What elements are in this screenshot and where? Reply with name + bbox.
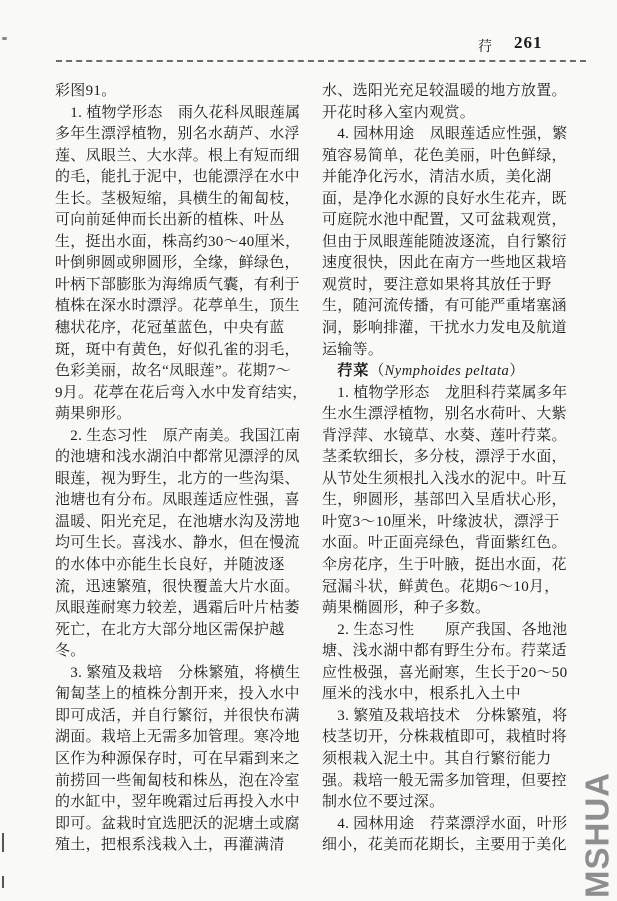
text-segment: 流，迅速繁殖，很快覆盖大片水面。 [55,578,300,595]
text-segment: 蒴果卵形。 [55,406,132,423]
text-segment: 可庭院水池中配置，又可盆栽观赏， [322,212,567,229]
text-line [322,490,584,512]
text-segment [322,363,337,379]
text-segment: 叶倒卵圆或卵圆形，全缘，鲜绿色， [55,255,300,272]
text-line [55,296,313,318]
text-line [55,232,313,254]
text-segment: 湖面。栽培上无需多加管理。寒冷地 [55,729,300,746]
text-segment: 殖容易简单，花色美丽，叶色鲜绿， [322,147,567,164]
text-segment: 冠漏斗状，鲜黄色。花期6～10月， [322,578,560,595]
text-segment: 的水体中亦能生长良好，并随波逐 [55,557,285,574]
text-segment: 洞，影响排灌，干扰水力发电及航道 [322,320,567,337]
text-segment: 莲、凤眼兰、大水萍。根上有短而细 [55,147,300,164]
text-line [55,404,313,426]
text-segment: 4. 园林用途 荇菜漂浮水面，叶形 [322,815,568,832]
text-segment: 叶宽3～10厘米，叶缘波状，漂浮于 [322,513,560,530]
text-segment: 应性极强，喜光耐寒，生长于20～50 [322,664,568,681]
text-line [55,620,313,642]
text-segment: 叶柄下部膨胀为海绵质气囊，有利于 [55,276,300,293]
text-segment: 温暖、阳光充足，在池塘水沟及涝地 [55,513,300,530]
text-line [55,189,313,211]
text-line [322,275,584,297]
text-segment: 可向前延伸而长出新的植株、叶丛 [55,212,285,229]
text-segment: 斑，斑中有黄色，好似孔雀的羽毛， [55,341,300,358]
text-line [322,318,584,340]
text-line [55,598,313,620]
text-segment: 2. 生态习性 原产南美。我国江南 [55,427,301,444]
text-segment: 眼莲，视为野生，北方的一些沟渠、 [55,470,300,487]
left-column [55,81,313,857]
text-line [55,706,313,728]
text-segment: 生，随河流传播，有可能严重堵塞涵 [322,298,567,315]
text-line [322,577,584,599]
text-segment: 细小，花美而花期长，主要用于美化 [322,837,567,854]
text-segment: 的水缸中，翌年晚霜过后再投入水中 [55,794,300,811]
text-line [55,490,313,512]
text-line [55,663,313,685]
text-line [55,167,313,189]
text-segment: 9月。花葶在花后弯入水中发育结实， [55,384,308,401]
text-segment: 茎柔软细长，多分枝，漂浮于水面， [322,449,567,466]
text-segment: 生长。茎极短缩，具横生的匍匐枝， [55,190,300,207]
text-line [322,210,584,232]
text-segment: 4. 园林用途 凤眼莲适应性强，繁 [322,126,568,143]
text-segment: 运输等。 [322,341,384,358]
text-line [322,189,584,211]
text-line [55,512,313,534]
text-line [55,792,313,814]
text-line [322,641,584,663]
text-segment: 生，卵圆形，基部凹入呈盾状心形， [322,492,567,509]
text-segment: 速度很快，因此在南方一些地区栽培 [322,255,567,272]
text-segment: 2. 生态习性 原产我国、各地池 [322,621,568,638]
text-line [322,361,584,383]
text-line [322,340,584,362]
text-line [322,792,584,814]
text-segment: 池塘也有分布。凤眼莲适应性强，喜 [55,492,300,509]
text-segment: 塘、浅水湖中都有野生分布。荇菜适 [322,643,567,660]
text-segment: 1. 植物学形态 龙胆科荇菜属多年 [322,384,568,401]
text-segment: 彩图91。 [55,83,117,99]
text-line [322,598,584,620]
text-line [55,253,313,275]
text-segment: 但由于凤眼莲能随波逐流，自行繁衍 [322,233,567,250]
text-segment: 区作为种源保存时，可在早霜到来之 [55,750,300,767]
text-line [322,727,584,749]
text-line [322,167,584,189]
text-segment: 面，是净化水源的良好水生花卉，既 [322,190,567,207]
text-segment: 伞房花序，生于叶腋，挺出水面，花 [322,557,567,574]
text-line [55,275,313,297]
text-line [55,318,313,340]
text-segment: 多年生漂浮植物，别名水葫芦、水浮 [55,126,300,143]
text-line [322,103,584,125]
text-line [322,404,584,426]
text-line [322,253,584,275]
text-segment: 开花时移入室内观赏。 [322,104,476,121]
text-line [322,426,584,448]
text-segment: 色彩美丽，故名“凤眼莲”。花期7～ [55,363,291,380]
text-segment: 制水位不要过深。 [322,794,445,811]
text-segment: 凤眼莲耐寒力较差，遇霜后叶片枯萎 [55,600,300,617]
text-line [322,706,584,728]
text-segment: 3. 繁殖及栽培技术 分株繁殖，将 [322,707,568,724]
text-line [322,81,584,103]
text-segment: 即可。盆栽时宜选肥沃的泥塘土或腐 [55,815,300,832]
text-segment: 殖土，把根系浅栽入土，再灌满清 [55,837,285,854]
text-line [55,469,313,491]
scan-artifact-tick [2,833,4,852]
text-line [55,210,313,232]
text-segment: 的毛，能扎于泥中，也能漂浮在水中 [55,169,300,186]
text-segment: ） [509,363,525,380]
text-segment: 的池塘和浅水湖泊中都常见漂浮的凤 [55,449,300,466]
text-line [322,232,584,254]
text-line [322,512,584,534]
scan-artifact-speck [2,37,7,40]
text-segment: 背浮萍、水镜草、水葵、莲叶荇菜。 [322,427,567,444]
text-segment: 枝茎切开，分株栽植即可，栽植时将 [322,729,567,746]
text-line [322,124,584,146]
text-line [322,383,584,405]
text-segment: 水面。叶正面亮绿色，背面紫红色。 [322,535,567,552]
text-line [55,727,313,749]
text-segment: 死亡，在北方大部分地区需保护越 [55,621,285,638]
text-line [55,81,313,103]
text-segment: 即可成活，并自行繁衍，并很快布满 [55,707,300,724]
text-line [55,124,313,146]
text-segment: 须根栽入泥土中。其自行繁衍能力 [322,750,552,767]
text-line [55,533,313,555]
text-line [322,555,584,577]
text-line [55,684,313,706]
text-line [322,447,584,469]
text-segment: （ [369,363,385,380]
text-line [322,296,584,318]
text-segment: 3. 繁殖及栽培 分株繁殖，将横生 [55,664,301,681]
text-line [322,620,584,642]
text-segment: 均可生长。喜浅水、静水，但在慢流 [55,535,300,552]
text-line [55,340,313,362]
text-line [322,835,584,857]
text-line [55,577,313,599]
text-segment: 植株在深水时漂浮。花葶单生，顶生 [55,298,300,315]
text-segment: 强。栽培一般无需多加管理，但要控 [322,772,567,789]
text-line [322,469,584,491]
text-line [55,426,313,448]
text-segment: 从节处生须根扎入浅水的泥中。叶互 [322,470,567,487]
text-segment: 蒴果椭圆形，种子多数。 [322,600,491,617]
text-line [55,103,313,125]
text-segment: Nymphoides peltata [384,363,510,380]
text-segment: 冬。 [55,643,86,660]
text-line [322,749,584,771]
text-segment: 生水生漂浮植物，别名水荷叶、大紫 [322,406,567,423]
text-line [55,835,313,857]
text-line [55,771,313,793]
text-line [322,684,584,706]
text-line [322,663,584,685]
scan-artifact-tick [2,876,4,888]
text-line [55,383,313,405]
text-line [55,641,313,663]
text-segment: 前捞回一些匍匐枝和株丛，泡在冷室 [55,772,300,789]
text-segment: 1. 植物学形态 雨久花科凤眼莲属 [55,104,301,121]
text-segment: 观赏时，要注意如果将其放任于野 [322,276,552,293]
text-segment: 穗状花序，花冠堇蓝色，中央有蓝 [55,320,285,337]
text-segment: 水、选阳光充足较温暖的地方放置。 [322,83,567,99]
text-line [55,555,313,577]
text-segment: 匍匐茎上的植株分割开来，投入水中 [55,686,300,703]
page-number: 261 [514,33,543,52]
watermark: MSHUA [578,772,616,898]
right-column [322,81,584,857]
text-line [322,771,584,793]
text-line [322,146,584,168]
text-line [322,533,584,555]
text-line [55,814,313,836]
text-segment: 荇菜 [337,363,370,380]
running-head: 荇 [478,40,493,55]
text-segment: 生，挺出水面，株高约30～40厘米， [55,233,301,250]
header-rule [56,60,586,62]
text-line [55,447,313,469]
text-line [55,361,313,383]
text-segment: 厘米的浅水中，根系扎入土中 [322,686,521,703]
text-line [55,749,313,771]
text-segment: 并能净化污水，清洁水质，美化湖 [322,169,552,186]
text-line [55,146,313,168]
text-line [322,814,584,836]
